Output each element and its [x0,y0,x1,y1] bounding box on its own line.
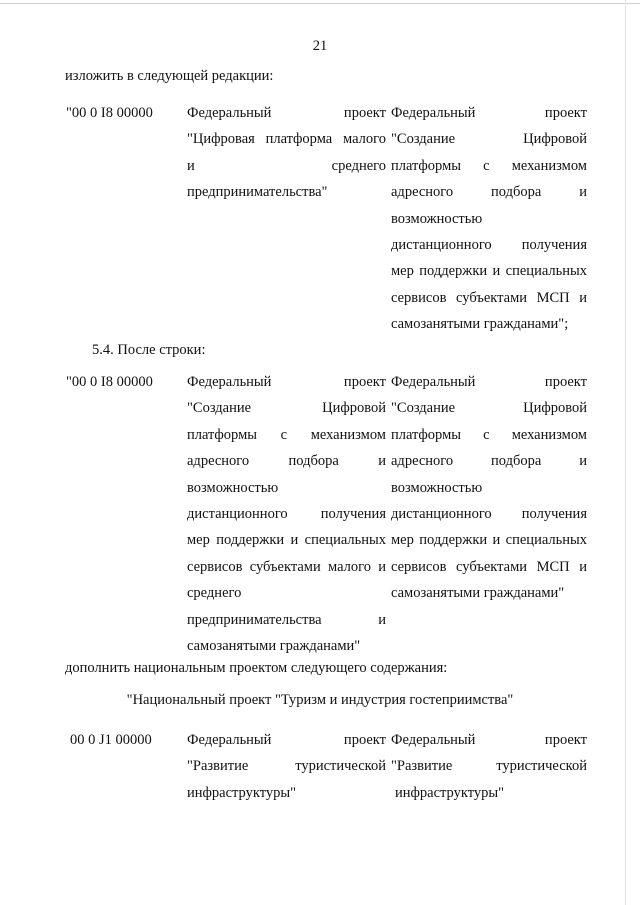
text-line: адресного подбора и [391,453,587,470]
text-line: адресного подбора и [187,453,386,470]
budget-code: "00 0 I8 00000 [66,374,153,390]
text-line: самозанятыми гражданами" [391,585,565,602]
text-line: платформы с механизмом [187,426,386,443]
text-line: Федеральный проект [391,732,587,748]
intro-text: изложить в следующей редакции: [65,68,274,84]
old-project-name [187,727,386,806]
text-line: Федеральный проект [391,105,587,121]
budget-code: 00 0 J1 00000 [70,732,152,748]
supplement-text: дополнить национальным проектом следующего содержания: [65,660,448,676]
text-line: адресного подбора и [391,184,587,201]
text-line: предпринимательства и [187,611,386,628]
text-line: "Развитие туристической [187,758,386,775]
text-line: дистанционного получения [391,505,587,522]
new-project-name [391,100,587,338]
section-5-4: 5.4. После строки: [92,342,206,358]
text-line: Федеральный проект [187,374,386,390]
text-line: дистанционного получения [187,505,386,522]
text-line: дистанционного получения [391,236,587,253]
budget-code: "00 0 I8 00000 [66,105,153,121]
page-number: 21 [312,38,328,54]
text-line: платформы с механизмом [391,426,587,443]
text-line: Федеральный проект [187,732,386,748]
page-top-border [0,3,640,4]
text-line: инфраструктуры" [395,784,505,801]
text-line: возможностью [391,210,483,227]
text-line: сервисов субъектами МСП и [391,289,587,306]
old-project-name [187,100,386,206]
text-line: "Создание Цифровой [391,400,587,417]
text-line: Федеральный проект [187,105,386,121]
new-project-name [391,727,587,806]
text-line: платформы с механизмом [391,157,587,174]
text-line: мер поддержки и специальных [391,532,587,549]
text-line: мер поддержки и специальных [187,532,386,549]
text-line: возможностью [187,479,279,496]
text-line: сервисов субъектами МСП и [391,558,587,575]
old-project-name [187,369,386,659]
text-line: сервисов субъектами малого и [187,558,386,575]
text-line: "Создание Цифровой [391,131,587,148]
new-project-name [391,369,587,607]
text-line: предпринимательства" [187,184,328,201]
text-line: "Цифровая платформа малого [187,131,386,148]
text-line: самозанятыми гражданами" [187,637,361,654]
text-line: мер поддержки и специальных [391,263,587,280]
text-line: самозанятыми гражданами"; [391,316,569,333]
text-line: и среднего [187,157,386,174]
text-line: среднего [187,585,242,602]
page-right-border [625,0,626,905]
text-line: "Создание Цифровой [187,400,386,417]
text-line: Федеральный проект [391,374,587,390]
text-line: возможностью [391,479,483,496]
national-project-heading: "Национальный проект "Туризм и индустрия гостеприимства" [126,692,514,708]
text-line: инфраструктуры" [187,784,297,801]
text-line: "Развитие туристической [391,758,587,775]
